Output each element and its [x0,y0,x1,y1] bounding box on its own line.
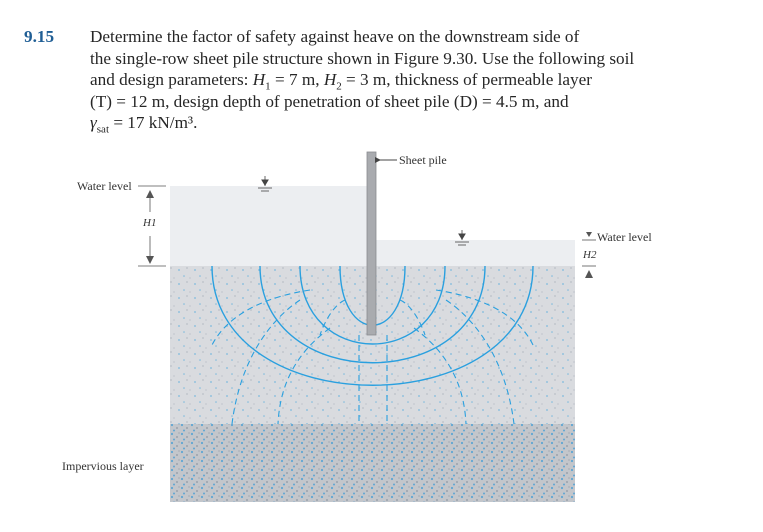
problem-number: 9.15 [24,27,55,46]
problem-line-4: (T) = 12 m, design depth of penetration of sheet pile (D) = 4.5 m, and [90,91,569,111]
impervious-layer-label: Impervious layer [62,459,144,473]
problem-line-3b: = 7 m, [270,70,324,89]
gamma-symbol: γ [90,113,97,132]
problem-line-1: Determine the factor of safety against heave on the downstream side of [90,27,580,46]
sheet-pile-label: Sheet pile [399,153,447,167]
h2-label: H2 [583,249,597,261]
water-level-right-label: Water level [597,230,652,244]
gamma-subscript: sat [96,123,110,136]
problem-line-5: = 17 kN/m³. [109,113,198,132]
h1-label: H1 [143,217,157,229]
h2-symbol: H [323,70,337,89]
problem-line-3c: = 3 m, thickness of permeable layer [341,70,592,89]
problem-line-2: the single-row sheet pile structure shown in Figure 9.30. Use the following soil [90,48,635,68]
headwater-region [170,186,372,266]
sheet-pile [367,152,376,335]
arrow-up-icon [146,190,154,198]
h1-subscript: 1 [265,80,271,93]
tailwater-region [372,240,575,266]
h2-subscript: 2 [336,80,342,93]
arrow-down-icon [146,256,154,264]
arrow-up-icon [585,270,593,278]
problem-line-3a: and design parameters: [90,70,253,89]
h1-symbol: H [252,70,266,89]
water-level-left-label: Water level [77,179,132,193]
